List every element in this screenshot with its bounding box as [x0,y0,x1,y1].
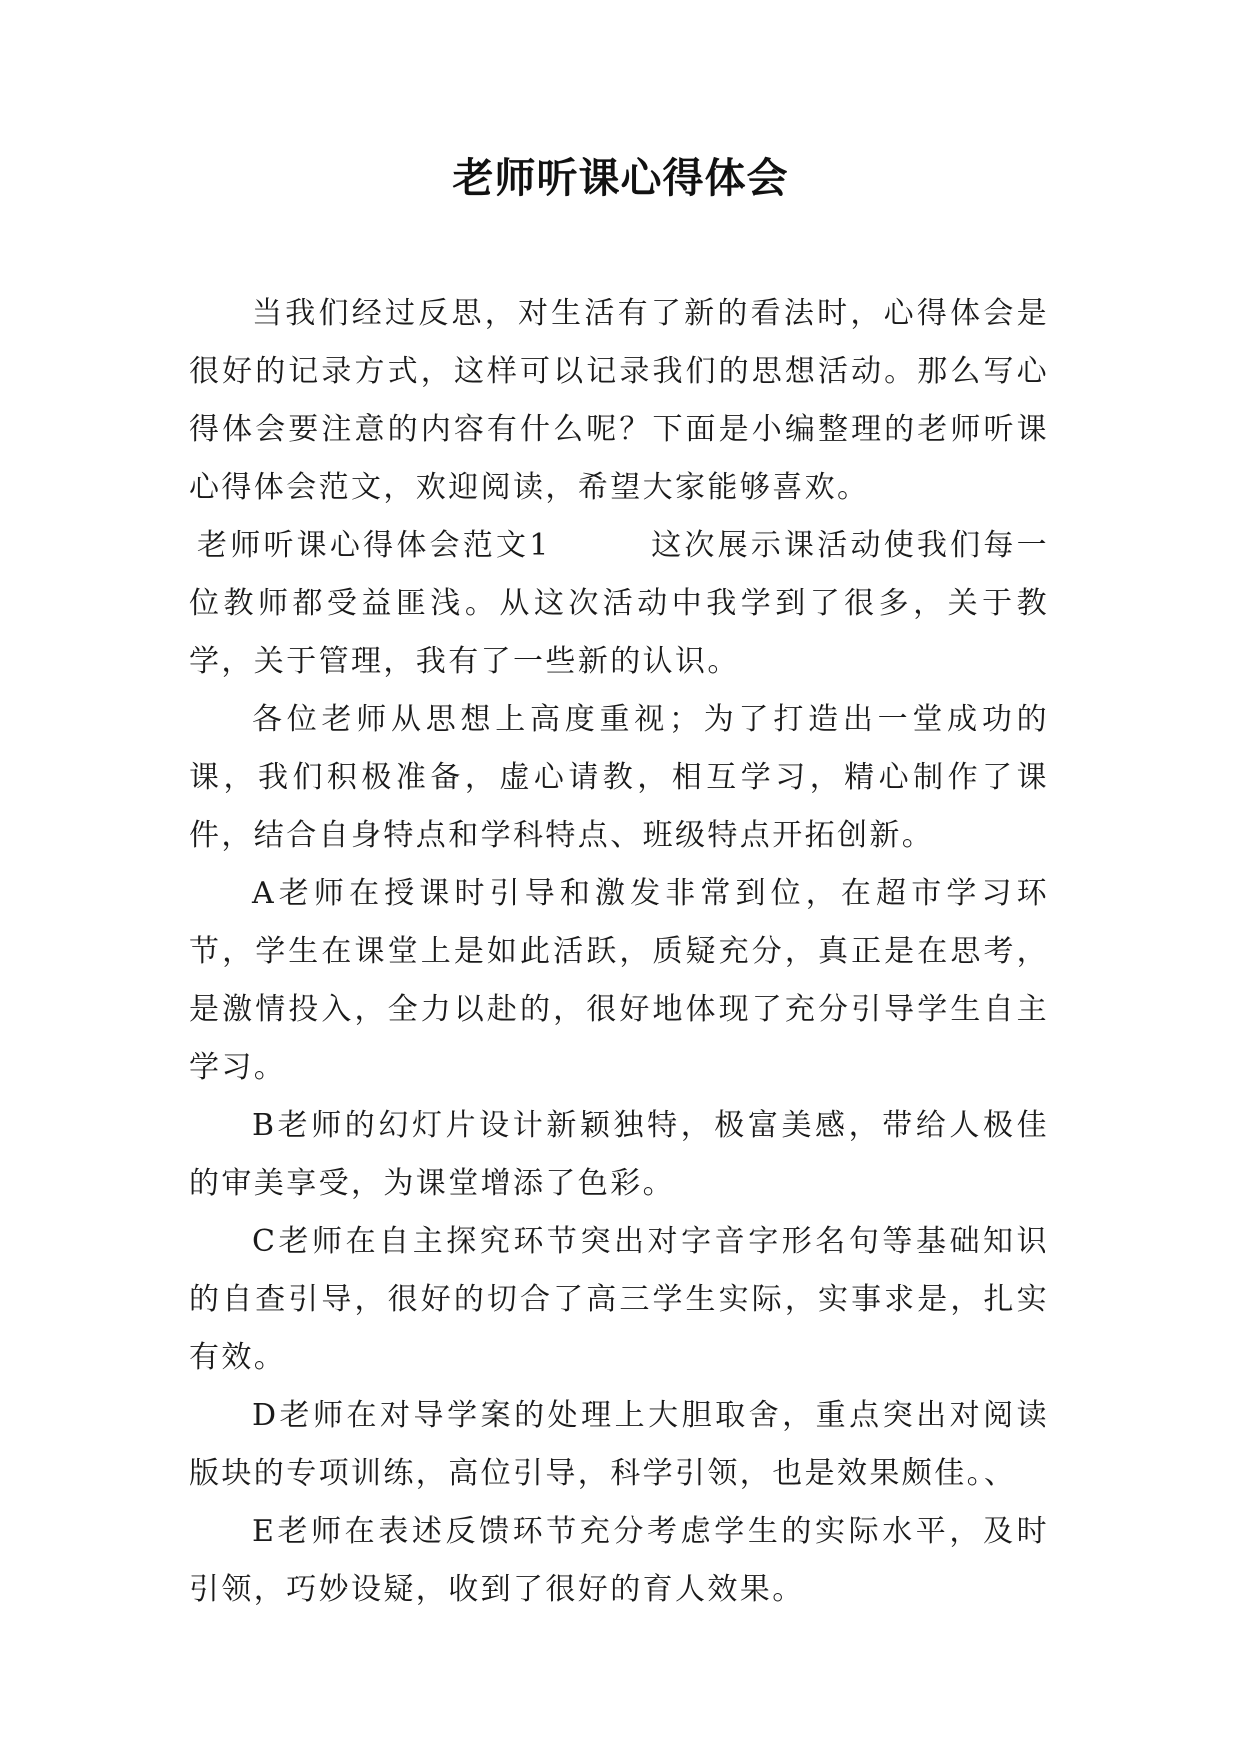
paragraph-teacher-d: D老师在对导学案的处理上大胆取舍，重点突出对阅读版块的专项训练，高位引导，科学引领，也是效果颇佳。、 [189,1398,1049,1491]
document-body [189,285,1049,1619]
paragraph-teacher-a: A老师在授课时引导和激发非常到位，在超市学习环节，学生在课堂上是如此活跃，质疑充分，真正是在思考，是激情投入，全力以赴的，很好地体现了充分引导学生自主学习。 [189,876,1049,1085]
paragraph-intro: 当我们经过反思，对生活有了新的看法时，心得体会是很好的记录方式，这样可以记录我们的思想活动。那么写心得体会要注意的内容有什么呢？下面是小编整理的老师听课心得体会范文，欢迎阅读，希望大家能够喜欢。 [189,296,1049,505]
paragraph-sample-heading: 老师听课心得体会范文1 这次展示课活动使我们每一位教师都受益匪浅。从这次活动中我学到了很多，关于教学，关于管理，我有了一些新的认识。 [189,528,1049,679]
paragraph-attitude: 各位老师从思想上高度重视；为了打造出一堂成功的课，我们积极准备，虚心请教，相互学习，精心制作了课件，结合自身特点和学科特点、班级特点开拓创新。 [189,702,1049,853]
paragraph-teacher-c: C老师在自主探究环节突出对字音字形名句等基础知识的自查引导，很好的切合了高三学生实际，实事求是，扎实有效。 [189,1224,1049,1375]
paragraph-teacher-b: B老师的幻灯片设计新颖独特，极富美感，带给人极佳的审美享受，为课堂增添了色彩。 [189,1108,1049,1201]
document-title: 老师听课心得体会 [452,154,789,202]
paragraph-teacher-e: E老师在表述反馈环节充分考虑学生的实际水平，及时引领，巧妙设疑，收到了很好的育人效果。 [189,1514,1049,1607]
